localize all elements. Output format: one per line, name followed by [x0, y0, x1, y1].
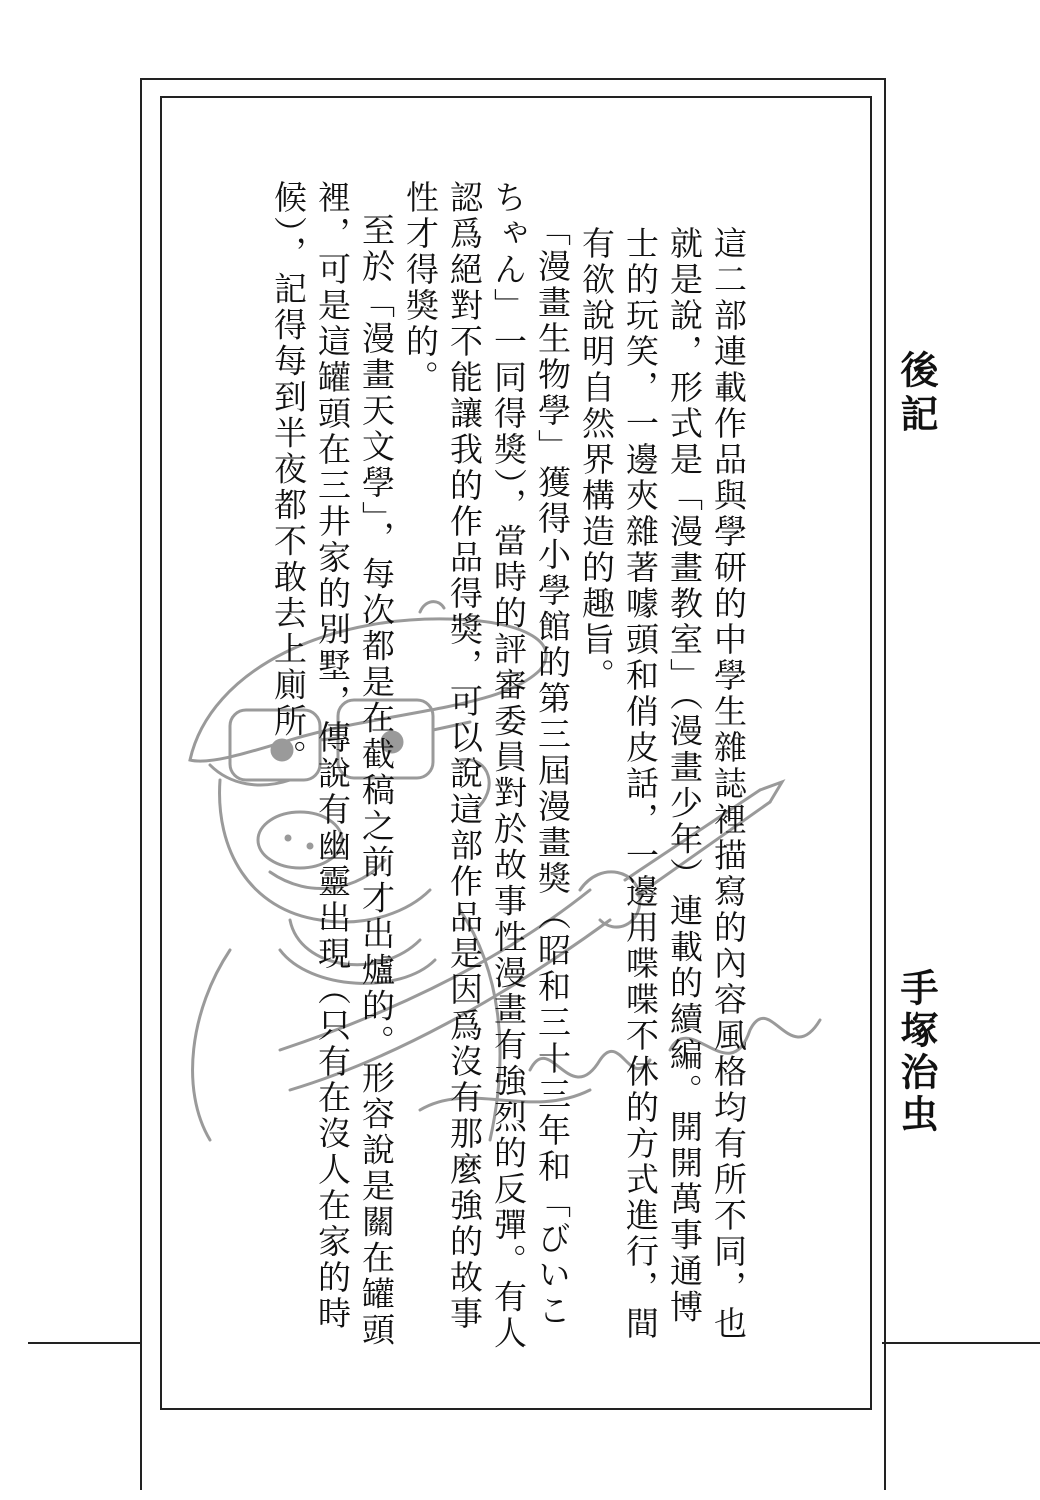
- paragraph-1: [574, 180, 750, 1360]
- afterword-body: [270, 180, 750, 1360]
- floor-line-left: [28, 1342, 142, 1344]
- page-title: 後記: [894, 350, 938, 438]
- paragraph-1-text: 這二部連載作品與學研的中學生雜誌裡描寫的內容風格均有所不同，也就是說，形式是「漫畫教室」（漫畫少年）連載的續編。開開萬事通博士的玩笑，一邊夾雜著噱頭和俏皮話，一邊用喋喋不休的方式進行，間有欲說明自然界構造的趣旨。: [577, 226, 748, 1342]
- paragraph-2: 「漫畫生物學」獲得小學館的第三屆漫畫獎（昭和三十三年和「びいこちゃん」一同得獎），當時的評審委員對於故事性漫畫有強烈的反彈。有人認爲絕對不能讓我的作品得獎，可以說這部作品是因爲沒有那麼強的故事性才得獎的。: [401, 180, 572, 1352]
- paragraph-3: 至於「漫畫天文學」，每次都是在截稿之前才出爐的。形容說是關在罐頭裡，可是這罐頭在三井家的別墅，傳說有幽靈出現（只有在沒人在家的時候），記得每到半夜都不敢去上廁所。: [269, 180, 396, 1349]
- author-name: 手塚治虫: [894, 968, 938, 1136]
- floor-line-right: [882, 1342, 1040, 1344]
